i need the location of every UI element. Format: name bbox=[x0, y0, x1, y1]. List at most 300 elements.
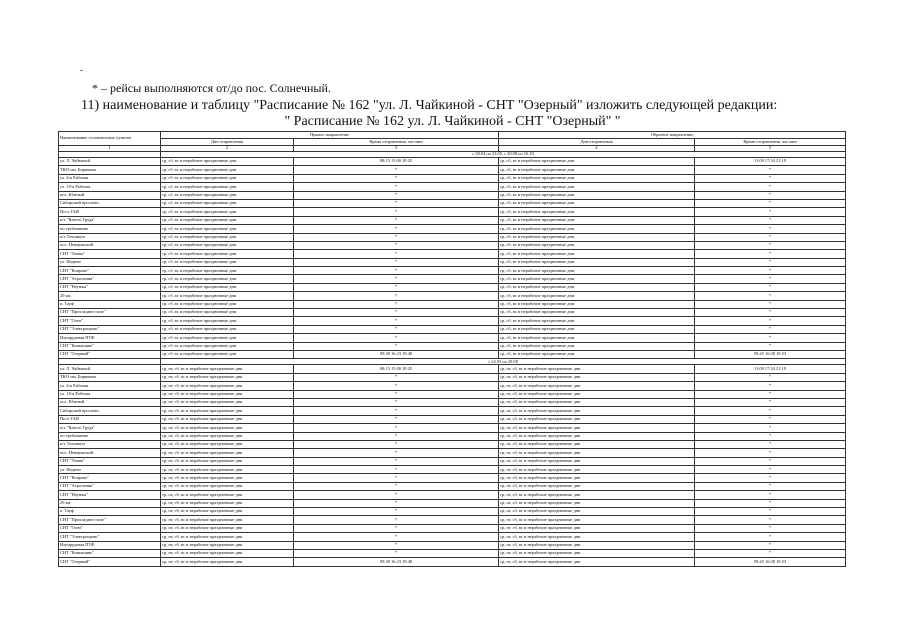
days-backward: ср, пт, сб, вс и нерабочие праздничные дни bbox=[499, 466, 695, 474]
time-backward: * bbox=[695, 258, 846, 266]
days-backward: ср, пт, сб, вс и нерабочие праздничные дни bbox=[499, 398, 695, 406]
time-backward: * bbox=[695, 283, 846, 291]
time-forward: * bbox=[294, 342, 499, 350]
days-backward: ср, пт, сб, вс и нерабочие праздничные дни bbox=[499, 390, 695, 398]
table-row bbox=[59, 533, 846, 541]
stop-name: СНТ "Коврово" bbox=[59, 267, 161, 275]
table-row bbox=[59, 549, 846, 557]
stop-name: СНТ "Прохладное поле" bbox=[59, 516, 161, 524]
table-row bbox=[59, 183, 846, 191]
stop-name: СНТ "Неунжа" bbox=[59, 491, 161, 499]
time-forward: * bbox=[294, 208, 499, 216]
days-forward: ср, пт, сб, вс и нерабочие праздничные дни bbox=[161, 508, 294, 516]
time-backward: * bbox=[695, 398, 846, 406]
time-backward: * bbox=[695, 292, 846, 300]
stop-name: ул. Федино bbox=[59, 258, 161, 266]
stop-name: по требованию bbox=[59, 432, 161, 440]
stop-name: к/х Техникум bbox=[59, 440, 161, 448]
time-backward: * bbox=[695, 373, 846, 381]
days-backward: ср, сб, вс и нерабочие праздничные дни bbox=[499, 325, 695, 333]
time-forward: * bbox=[294, 491, 499, 499]
time-backward: * bbox=[695, 466, 846, 474]
time-backward: * bbox=[695, 474, 846, 482]
days-forward: ср, пт, сб, вс и нерабочие праздничные дни bbox=[161, 558, 294, 566]
stop-name: 29 км bbox=[59, 499, 161, 507]
header-days-backward: Дни отправления bbox=[499, 139, 695, 146]
time-backward: * bbox=[695, 440, 846, 448]
time-backward: * bbox=[695, 199, 846, 207]
time-backward: * bbox=[695, 208, 846, 216]
time-backward: * bbox=[695, 267, 846, 275]
time-forward: * bbox=[294, 300, 499, 308]
table-row bbox=[59, 449, 846, 457]
time-backward: * bbox=[695, 499, 846, 507]
days-forward: ср, сб, вс и нерабочие праздничные дни bbox=[161, 283, 294, 291]
days-forward: ср, сб, вс и нерабочие праздничные дни bbox=[161, 191, 294, 199]
time-forward: * bbox=[294, 407, 499, 415]
stop-name: ул. Л. Чайкиной bbox=[59, 365, 161, 373]
days-backward: ср, пт, сб, вс и нерабочие праздничные дни bbox=[499, 457, 695, 465]
schedule-title: " Расписание № 162 ул. Л. Чайкиной - СНТ "Озерный" " bbox=[284, 114, 621, 129]
table-row bbox=[59, 398, 846, 406]
time-backward: * bbox=[695, 325, 846, 333]
stop-name: ТЮЗ им. Бирюкова bbox=[59, 166, 161, 174]
table-row bbox=[59, 191, 846, 199]
time-forward: * bbox=[294, 233, 499, 241]
time-backward: * bbox=[695, 549, 846, 557]
stop-name: ул. 4-я Рабочая bbox=[59, 174, 161, 182]
days-backward: ср, пт, сб, вс и нерабочие праздничные дни bbox=[499, 524, 695, 532]
time-forward: * bbox=[294, 334, 499, 342]
table-row bbox=[59, 258, 846, 266]
table-row bbox=[59, 524, 846, 532]
days-backward: ср, сб, вс и нерабочие праздничные дни bbox=[499, 283, 695, 291]
days-forward: ср, пт, сб, вс и нерабочие праздничные дни bbox=[161, 432, 294, 440]
time-backward: * bbox=[695, 191, 846, 199]
days-backward: ср, сб, вс и нерабочие праздничные дни bbox=[499, 241, 695, 249]
time-forward: * bbox=[294, 309, 499, 317]
time-forward: * bbox=[294, 292, 499, 300]
table-row bbox=[59, 432, 846, 440]
time-forward: * bbox=[294, 199, 499, 207]
table-row bbox=[59, 334, 846, 342]
stop-name: СНТ "Озерный" bbox=[59, 558, 161, 566]
stop-name: пос. Южный bbox=[59, 398, 161, 406]
days-backward: ср, сб, вс и нерабочие праздничные дни bbox=[499, 174, 695, 182]
time-forward: * bbox=[294, 533, 499, 541]
days-forward: ср, пт, сб, вс и нерабочие праздничные дни bbox=[161, 398, 294, 406]
days-forward: ср, сб, вс и нерабочие праздничные дни bbox=[161, 258, 294, 266]
days-forward: ср, пт, сб, вс и нерабочие праздничные дни bbox=[161, 424, 294, 432]
time-backward: * bbox=[695, 415, 846, 423]
days-backward: ср, пт, сб, вс и нерабочие праздничные дни bbox=[499, 508, 695, 516]
stop-name: ул. Федино bbox=[59, 466, 161, 474]
table-row bbox=[59, 174, 846, 182]
days-backward: ср, пт, сб, вс и нерабочие праздничные дни bbox=[499, 373, 695, 381]
time-forward: * bbox=[294, 524, 499, 532]
table-row bbox=[59, 250, 846, 258]
stop-name: СНТ "Агросиния" bbox=[59, 482, 161, 490]
time-forward: * bbox=[294, 191, 499, 199]
stop-name: СНТ "Электроправс" bbox=[59, 325, 161, 333]
days-backward: ср, сб, вс и нерабочие праздничные дни bbox=[499, 250, 695, 258]
stop-name: СНТ "Олеп" bbox=[59, 524, 161, 532]
days-forward: ср, сб, вс и нерабочие праздничные дни bbox=[161, 309, 294, 317]
table-row bbox=[59, 491, 846, 499]
stop-name: СНТ "Электроправс" bbox=[59, 533, 161, 541]
stop-name: по требованию bbox=[59, 225, 161, 233]
time-backward: 11:09 17:34 21:19 bbox=[695, 158, 846, 166]
days-backward: ср, сб, вс и нерабочие праздничные дни bbox=[499, 275, 695, 283]
time-forward: * bbox=[294, 508, 499, 516]
days-backward: ср, сб, вс и нерабочие праздничные дни bbox=[499, 216, 695, 224]
time-forward: * bbox=[294, 541, 499, 549]
days-backward: ср, сб, вс и нерабочие праздничные дни bbox=[499, 300, 695, 308]
header-time-backward: Время отправления, час:мин bbox=[695, 139, 846, 146]
stop-name: Пост ГАИ bbox=[59, 208, 161, 216]
time-forward: * bbox=[294, 183, 499, 191]
days-forward: ср, сб, вс и нерабочие праздничные дни bbox=[161, 342, 294, 350]
days-backward: ср, сб, вс и нерабочие праздничные дни bbox=[499, 191, 695, 199]
days-backward: ср, сб, вс и нерабочие праздничные дни bbox=[499, 317, 695, 325]
table-row bbox=[59, 440, 846, 448]
time-forward: * bbox=[294, 317, 499, 325]
days-forward: ср, сб, вс и нерабочие праздничные дни bbox=[161, 267, 294, 275]
stop-name: СНТ "Озерный" bbox=[59, 350, 161, 358]
days-forward: ср, сб, вс и нерабочие праздничные дни bbox=[161, 216, 294, 224]
time-forward: * bbox=[294, 516, 499, 524]
days-backward: ср, пт, сб, вс и нерабочие праздничные дни bbox=[499, 440, 695, 448]
time-backward: * bbox=[695, 241, 846, 249]
days-backward: ср, пт, сб, вс и нерабочие праздничные дни bbox=[499, 541, 695, 549]
table-row bbox=[59, 267, 846, 275]
stop-name: к/х "Власть Труда" bbox=[59, 216, 161, 224]
stop-name: к/х "Власть Труда" bbox=[59, 424, 161, 432]
footnote: * – рейсы выполняются от/до пос. Солнечный. bbox=[92, 81, 331, 95]
time-backward: * bbox=[695, 342, 846, 350]
time-forward: * bbox=[294, 482, 499, 490]
time-backward: * bbox=[695, 508, 846, 516]
days-backward: ср, пт, сб, вс и нерабочие праздничные дни bbox=[499, 482, 695, 490]
time-backward: * bbox=[695, 216, 846, 224]
days-backward: ср, пт, сб, вс и нерабочие праздничные дни bbox=[499, 365, 695, 373]
time-backward: * bbox=[695, 457, 846, 465]
stop-name: СНТ "Агросиния" bbox=[59, 275, 161, 283]
time-forward: * bbox=[294, 250, 499, 258]
days-backward: ср, пт, сб, вс и нерабочие праздничные дни bbox=[499, 558, 695, 566]
days-backward: ср, сб, вс и нерабочие праздничные дни bbox=[499, 158, 695, 166]
days-forward: ср, сб, вс и нерабочие праздничные дни bbox=[161, 275, 294, 283]
stop-name: СНТ "Олеп" bbox=[59, 317, 161, 325]
stop-name: Пост ГАИ bbox=[59, 415, 161, 423]
time-backward: 09:43 16:28 19:53 bbox=[695, 558, 846, 566]
days-forward: ср, пт, сб, вс и нерабочие праздничные дни bbox=[161, 466, 294, 474]
days-forward: ср, сб, вс и нерабочие праздничные дни bbox=[161, 241, 294, 249]
index-cell: 2 bbox=[161, 146, 294, 152]
time-backward: * bbox=[695, 309, 846, 317]
stop-name: СНТ "Камышинь" bbox=[59, 549, 161, 557]
time-forward: * bbox=[294, 424, 499, 432]
stop-name: СНТ "Камышинь" bbox=[59, 342, 161, 350]
time-backward: * bbox=[695, 275, 846, 283]
days-forward: ср, сб, вс и нерабочие праздничные дни bbox=[161, 166, 294, 174]
header-forward: Прямое направление bbox=[161, 132, 499, 139]
stop-name: Изумрудовая ПТФ bbox=[59, 334, 161, 342]
days-forward: ср, сб, вс и нерабочие праздничные дни bbox=[161, 325, 294, 333]
days-forward: ср, пт, сб, вс и нерабочие праздничные дни bbox=[161, 549, 294, 557]
header-row bbox=[59, 132, 846, 139]
time-backward: * bbox=[695, 382, 846, 390]
table-row bbox=[59, 317, 846, 325]
days-backward: ср, сб, вс и нерабочие праздничные дни bbox=[499, 342, 695, 350]
table-row bbox=[59, 309, 846, 317]
stop-name: СНТ "Коврово" bbox=[59, 474, 161, 482]
table-row bbox=[59, 292, 846, 300]
days-backward: ср, пт, сб, вс и нерабочие праздничные дни bbox=[499, 432, 695, 440]
time-forward: 08:15 15:00 18:25 bbox=[294, 365, 499, 373]
time-forward: * bbox=[294, 166, 499, 174]
time-backward: * bbox=[695, 432, 846, 440]
stop-name: п. Тауф bbox=[59, 300, 161, 308]
days-forward: ср, пт, сб, вс и нерабочие праздничные дни bbox=[161, 373, 294, 381]
time-backward: * bbox=[695, 491, 846, 499]
time-forward: * bbox=[294, 216, 499, 224]
time-backward: * bbox=[695, 233, 846, 241]
table-row bbox=[59, 373, 846, 381]
stop-name: ул. Л. Чайкиной bbox=[59, 158, 161, 166]
table-row bbox=[59, 474, 846, 482]
days-backward: ср, пт, сб, вс и нерабочие праздничные дни bbox=[499, 449, 695, 457]
time-forward: * bbox=[294, 457, 499, 465]
days-backward: ср, пт, сб, вс и нерабочие праздничные дни bbox=[499, 407, 695, 415]
time-backward: 09:45 16:28 19:53 bbox=[695, 350, 846, 358]
time-backward: 11:09 17:34 21:19 bbox=[695, 365, 846, 373]
days-forward: ср, пт, сб, вс и нерабочие праздничные дни bbox=[161, 390, 294, 398]
days-forward: ср, сб, вс и нерабочие праздничные дни bbox=[161, 350, 294, 358]
days-forward: ср, сб, вс и нерабочие праздничные дни bbox=[161, 334, 294, 342]
table-row bbox=[59, 407, 846, 415]
stop-name: 29 км bbox=[59, 292, 161, 300]
time-backward: * bbox=[695, 334, 846, 342]
table-row bbox=[59, 225, 846, 233]
table-row bbox=[59, 365, 846, 373]
time-forward: * bbox=[294, 283, 499, 291]
time-forward: * bbox=[294, 466, 499, 474]
table-row bbox=[59, 516, 846, 524]
days-backward: ср, пт, сб, вс и нерабочие праздничные дни bbox=[499, 516, 695, 524]
time-forward: 09:38 16:23 19:48 bbox=[294, 350, 499, 358]
days-forward: ср, пт, сб, вс и нерабочие праздничные дни bbox=[161, 482, 294, 490]
days-backward: ср, пт, сб, вс и нерабочие праздничные дни bbox=[499, 382, 695, 390]
days-backward: ср, пт, сб, вс и нерабочие праздничные дни bbox=[499, 499, 695, 507]
stop-name: ул. 19-я Рабочая bbox=[59, 390, 161, 398]
stop-name: пос. Неверовский bbox=[59, 449, 161, 457]
days-backward: ср, сб, вс и нерабочие праздничные дни bbox=[499, 350, 695, 358]
time-forward: 08:15 13:00 18:25 bbox=[294, 158, 499, 166]
stop-name: ТЮЗ им. Бирюкова bbox=[59, 373, 161, 381]
days-backward: ср, пт, сб, вс и нерабочие праздничные дни bbox=[499, 549, 695, 557]
days-backward: ср, пт, сб, вс и нерабочие праздничные дни bbox=[499, 415, 695, 423]
days-forward: ср, сб, вс и нерабочие праздничные дни bbox=[161, 300, 294, 308]
days-forward: ср, пт, сб, вс и нерабочие праздничные дни bbox=[161, 457, 294, 465]
time-backward: * bbox=[695, 407, 846, 415]
stop-name: СНТ "Неунжа" bbox=[59, 283, 161, 291]
stop-name: п. Тауф bbox=[59, 508, 161, 516]
time-forward: 09:38 16:23 19:48 bbox=[294, 558, 499, 566]
stop-name: Сибирский проспект bbox=[59, 407, 161, 415]
table-row bbox=[59, 241, 846, 249]
table-row bbox=[59, 466, 846, 474]
days-forward: ср, пт, сб, вс и нерабочие праздничные дни bbox=[161, 415, 294, 423]
stop-name: к/х Техникум bbox=[59, 233, 161, 241]
table-row bbox=[59, 300, 846, 308]
stop-name: СНТ "Прохладное поле" bbox=[59, 309, 161, 317]
days-forward: ср, пт, сб, вс и нерабочие праздничные дни bbox=[161, 365, 294, 373]
days-backward: ср, пт, сб, вс и нерабочие праздничные дни bbox=[499, 474, 695, 482]
table-row bbox=[59, 158, 846, 166]
subheader-row bbox=[59, 139, 846, 146]
days-forward: ср, сб, вс и нерабочие праздничные дни bbox=[161, 292, 294, 300]
time-backward: * bbox=[695, 174, 846, 182]
days-forward: ср, сб, вс и нерабочие праздничные дни bbox=[161, 317, 294, 325]
time-forward: * bbox=[294, 398, 499, 406]
days-backward: ср, пт, сб, вс и нерабочие праздничные дни bbox=[499, 533, 695, 541]
time-backward: * bbox=[695, 541, 846, 549]
days-backward: ср, сб, вс и нерабочие праздничные дни bbox=[499, 183, 695, 191]
amendment-heading: 11) наименование и таблицу "Расписание № 162 "ул. Л. Чайкиной - СНТ "Озерный" изложить следующей редакции: bbox=[81, 98, 778, 113]
schedule-table bbox=[58, 131, 846, 567]
index-cell: 1 bbox=[59, 146, 161, 152]
days-forward: ср, сб, вс и нерабочие праздничные дни bbox=[161, 250, 294, 258]
days-backward: ср, сб, вс и нерабочие праздничные дни bbox=[499, 334, 695, 342]
days-backward: ср, сб, вс и нерабочие праздничные дни bbox=[499, 309, 695, 317]
days-backward: ср, пт, сб, вс и нерабочие праздничные дни bbox=[499, 424, 695, 432]
time-backward: * bbox=[695, 183, 846, 191]
table-row bbox=[59, 382, 846, 390]
table-row bbox=[59, 541, 846, 549]
table-row bbox=[59, 415, 846, 423]
stop-name: ул. 4-я Рабочая bbox=[59, 382, 161, 390]
time-forward: * bbox=[294, 390, 499, 398]
days-backward: ср, сб, вс и нерабочие праздничные дни bbox=[499, 166, 695, 174]
table-row bbox=[59, 233, 846, 241]
days-backward: ср, сб, вс и нерабочие праздничные дни bbox=[499, 208, 695, 216]
stop-name: Сибирский проспект bbox=[59, 199, 161, 207]
time-forward: * bbox=[294, 174, 499, 182]
days-forward: ср, сб, вс и нерабочие праздничные дни bbox=[161, 199, 294, 207]
table-row bbox=[59, 457, 846, 465]
time-backward: * bbox=[695, 533, 846, 541]
table-row bbox=[59, 325, 846, 333]
days-forward: ср, сб, вс и нерабочие праздничные дни bbox=[161, 225, 294, 233]
period-label: с 30.04 по 23.05, с 30.08 по 16.10 bbox=[161, 152, 846, 158]
days-forward: ср, сб, вс и нерабочие праздничные дни bbox=[161, 233, 294, 241]
header-stop: Наименование остановочных пунктов bbox=[59, 132, 161, 146]
days-forward: ср, пт, сб, вс и нерабочие праздничные дни bbox=[161, 449, 294, 457]
days-forward: ср, пт, сб, вс и нерабочие праздничные дни bbox=[161, 407, 294, 415]
time-backward: * bbox=[695, 524, 846, 532]
table-row bbox=[59, 199, 846, 207]
days-forward: ср, пт, сб, вс и нерабочие праздничные дни bbox=[161, 440, 294, 448]
header-backward: Обратное направление bbox=[499, 132, 846, 139]
time-backward: * bbox=[695, 390, 846, 398]
time-backward: * bbox=[695, 449, 846, 457]
table-row bbox=[59, 166, 846, 174]
index-cell: 3 bbox=[294, 146, 499, 152]
time-forward: * bbox=[294, 415, 499, 423]
time-backward: * bbox=[695, 516, 846, 524]
days-backward: ср, сб, вс и нерабочие праздничные дни bbox=[499, 267, 695, 275]
table-row bbox=[59, 482, 846, 490]
table-row bbox=[59, 424, 846, 432]
time-forward: * bbox=[294, 258, 499, 266]
days-backward: ср, сб, вс и нерабочие праздничные дни bbox=[499, 225, 695, 233]
days-forward: ср, сб, вс и нерабочие праздничные дни bbox=[161, 208, 294, 216]
period-label: с 24.05 по 29.08 bbox=[161, 359, 846, 365]
time-backward: * bbox=[695, 424, 846, 432]
time-backward: * bbox=[695, 166, 846, 174]
time-forward: * bbox=[294, 267, 499, 275]
header-days-forward: Дни отправления bbox=[161, 139, 294, 146]
days-forward: ср, пт, сб, вс и нерабочие праздничные дни bbox=[161, 533, 294, 541]
time-forward: * bbox=[294, 432, 499, 440]
stop-name: СНТ "Лиана" bbox=[59, 250, 161, 258]
days-forward: ср, пт, сб, вс и нерабочие праздничные дни bbox=[161, 516, 294, 524]
table-row bbox=[59, 558, 846, 566]
days-forward: ср, пт, сб, вс и нерабочие праздничные дни bbox=[161, 474, 294, 482]
time-forward: * bbox=[294, 241, 499, 249]
time-forward: * bbox=[294, 440, 499, 448]
table-row bbox=[59, 499, 846, 507]
days-backward: ср, сб, вс и нерабочие праздничные дни bbox=[499, 199, 695, 207]
time-backward: * bbox=[695, 300, 846, 308]
time-forward: * bbox=[294, 325, 499, 333]
days-backward: ср, сб, вс и нерабочие праздничные дни bbox=[499, 258, 695, 266]
stop-name: СНТ "Лиана" bbox=[59, 457, 161, 465]
time-backward: * bbox=[695, 250, 846, 258]
time-forward: * bbox=[294, 474, 499, 482]
stop-name: ул. 19-я Рабочая bbox=[59, 183, 161, 191]
time-forward: * bbox=[294, 499, 499, 507]
days-backward: ср, сб, вс и нерабочие праздничные дни bbox=[499, 233, 695, 241]
header-time-forward: Время отправления, час:мин bbox=[294, 139, 499, 146]
table-row bbox=[59, 208, 846, 216]
table-row bbox=[59, 390, 846, 398]
stop-name: пос. Неверовский bbox=[59, 241, 161, 249]
index-cell: 5 bbox=[695, 146, 846, 152]
table-row bbox=[59, 508, 846, 516]
time-backward: * bbox=[695, 225, 846, 233]
days-forward: ср, сб, вс и нерабочие праздничные дни bbox=[161, 158, 294, 166]
days-forward: ср, сб, вс и нерабочие праздничные дни bbox=[161, 183, 294, 191]
scan-mark bbox=[80, 70, 83, 71]
days-forward: ср, пт, сб, вс и нерабочие праздничные дни bbox=[161, 382, 294, 390]
days-backward: ср, пт, сб, вс и нерабочие праздничные дни bbox=[499, 491, 695, 499]
time-forward: * bbox=[294, 382, 499, 390]
index-cell: 4 bbox=[499, 146, 695, 152]
table-row bbox=[59, 216, 846, 224]
time-backward: * bbox=[695, 317, 846, 325]
table-row bbox=[59, 350, 846, 358]
stop-name: Изумрудовая ПТФ bbox=[59, 541, 161, 549]
days-forward: ср, пт, сб, вс и нерабочие праздничные дни bbox=[161, 524, 294, 532]
days-forward: ср, пт, сб, вс и нерабочие праздничные дни bbox=[161, 541, 294, 549]
days-forward: ср, сб, вс и нерабочие праздничные дни bbox=[161, 174, 294, 182]
time-forward: * bbox=[294, 449, 499, 457]
time-forward: * bbox=[294, 275, 499, 283]
time-forward: * bbox=[294, 225, 499, 233]
time-forward: * bbox=[294, 373, 499, 381]
